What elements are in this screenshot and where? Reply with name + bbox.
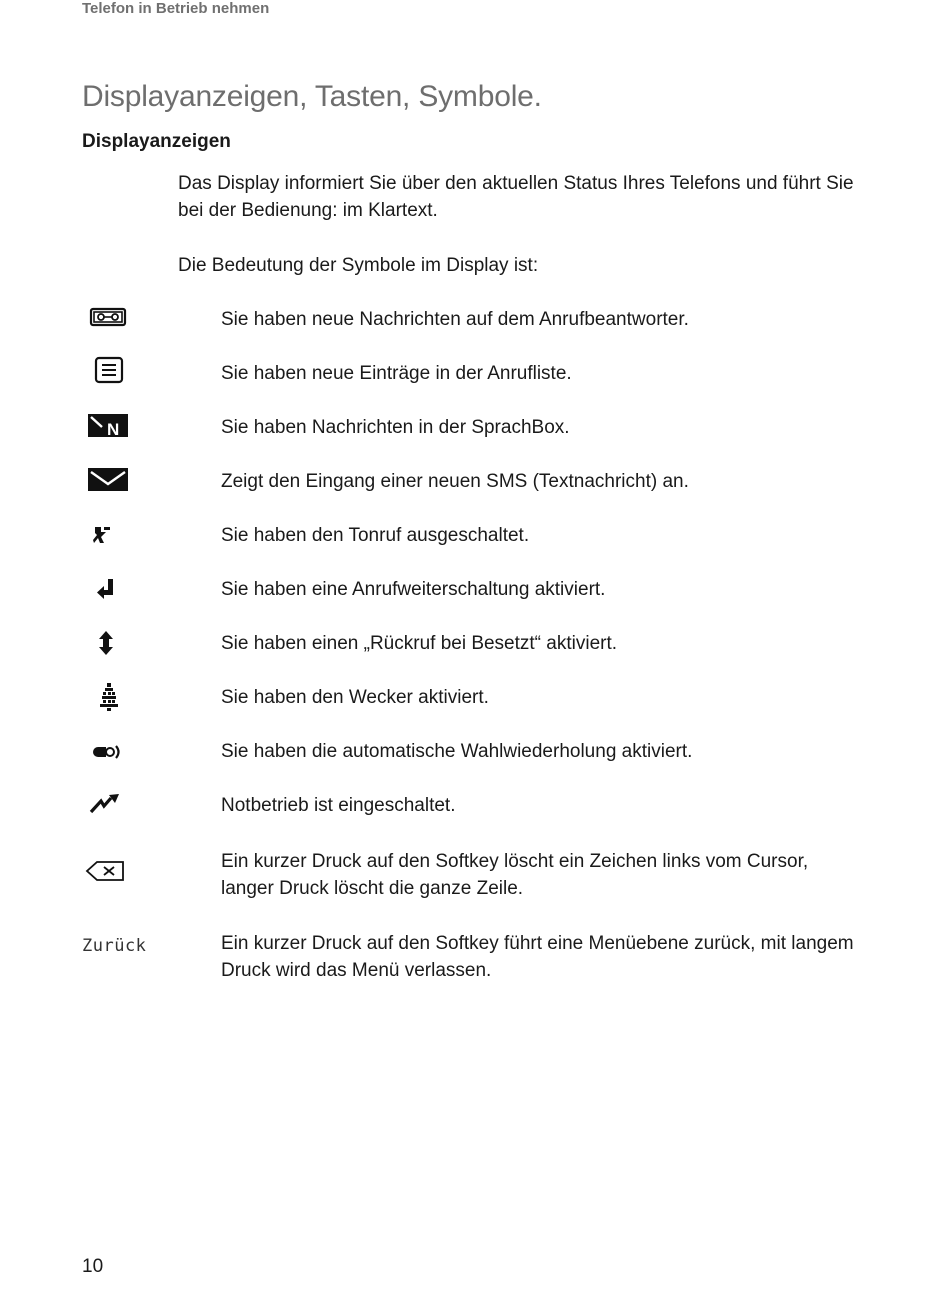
symbol-description: Sie haben eine Anrufweiterschaltung aktiviert. [221,579,606,600]
symbol-description: Ein kurzer Druck auf den Softkey führt eine Menüebene zurück, mit langem Druck wird das Menü verlassen. [221,933,854,981]
symbol-row-call-forwarding [82,576,882,630]
symbol-description: Sie haben die automatische Wahlwiederholung aktiviert. [221,741,693,762]
symbol-row-emergency [82,792,882,846]
call-forwarding-icon [82,576,202,608]
symbol-row-call-list [82,360,882,414]
page-title: Displayanzeigen, Tasten, Symbole. [82,80,542,113]
intro-paragraph: Das Display informiert Sie über den aktuellen Status Ihres Telefons und führt Sie bei der Bedienung: im Klartext. [178,173,854,221]
voicebox-icon [82,414,202,446]
backspace-key-icon [82,848,202,880]
symbol-description: Sie haben den Wecker aktiviert. [221,687,489,708]
answering-machine-icon [82,306,202,338]
symbol-row-callback-busy [82,630,882,684]
sms-envelope-icon [82,468,202,500]
symbol-description: Sie haben den Tonruf ausgeschaltet. [221,525,530,546]
call-list-icon [82,360,202,392]
symbol-description: Notbetrieb ist eingeschaltet. [221,795,456,816]
symbol-description: Sie haben einen „Rückruf bei Besetzt“ aktiviert. [221,633,618,654]
auto-redial-icon [82,738,202,770]
symbol-row-backspace [82,848,882,902]
symbol-row-alarm [82,684,882,738]
symbol-description: Sie haben neue Einträge in der Anrufliste. [221,363,572,384]
back-softkey-label: Zurück [82,936,147,956]
emergency-mode-icon [82,792,202,824]
symbol-description: Zeigt den Eingang einer neuen SMS (Textnachricht) an. [221,471,689,492]
section-heading: Displayanzeigen [82,131,231,152]
svg-text:N: N [107,420,120,439]
symbols-intro: Die Bedeutung der Symbole im Display ist: [178,255,539,276]
symbol-row-voicebox [82,414,882,468]
page-number: 10 [82,1256,104,1277]
symbol-description: Ein kurzer Druck auf den Softkey löscht ein Zeichen links vom Cursor, langer Druck löscht die ganze Zeile. [221,851,809,899]
alarm-clock-icon [82,684,202,716]
symbol-description: Sie haben neue Nachrichten auf dem Anrufbeantworter. [221,309,689,330]
symbol-row-ringer-off [82,522,882,576]
symbol-row-back [82,930,882,984]
symbol-description: Sie haben Nachrichten in der SprachBox. [221,417,570,438]
symbol-row-auto-redial [82,738,882,792]
symbol-row-answering-machine [82,306,882,360]
callback-busy-icon [82,630,202,662]
symbol-row-sms [82,468,882,522]
running-header: Telefon in Betrieb nehmen [82,0,270,17]
ringer-off-icon [82,522,202,554]
